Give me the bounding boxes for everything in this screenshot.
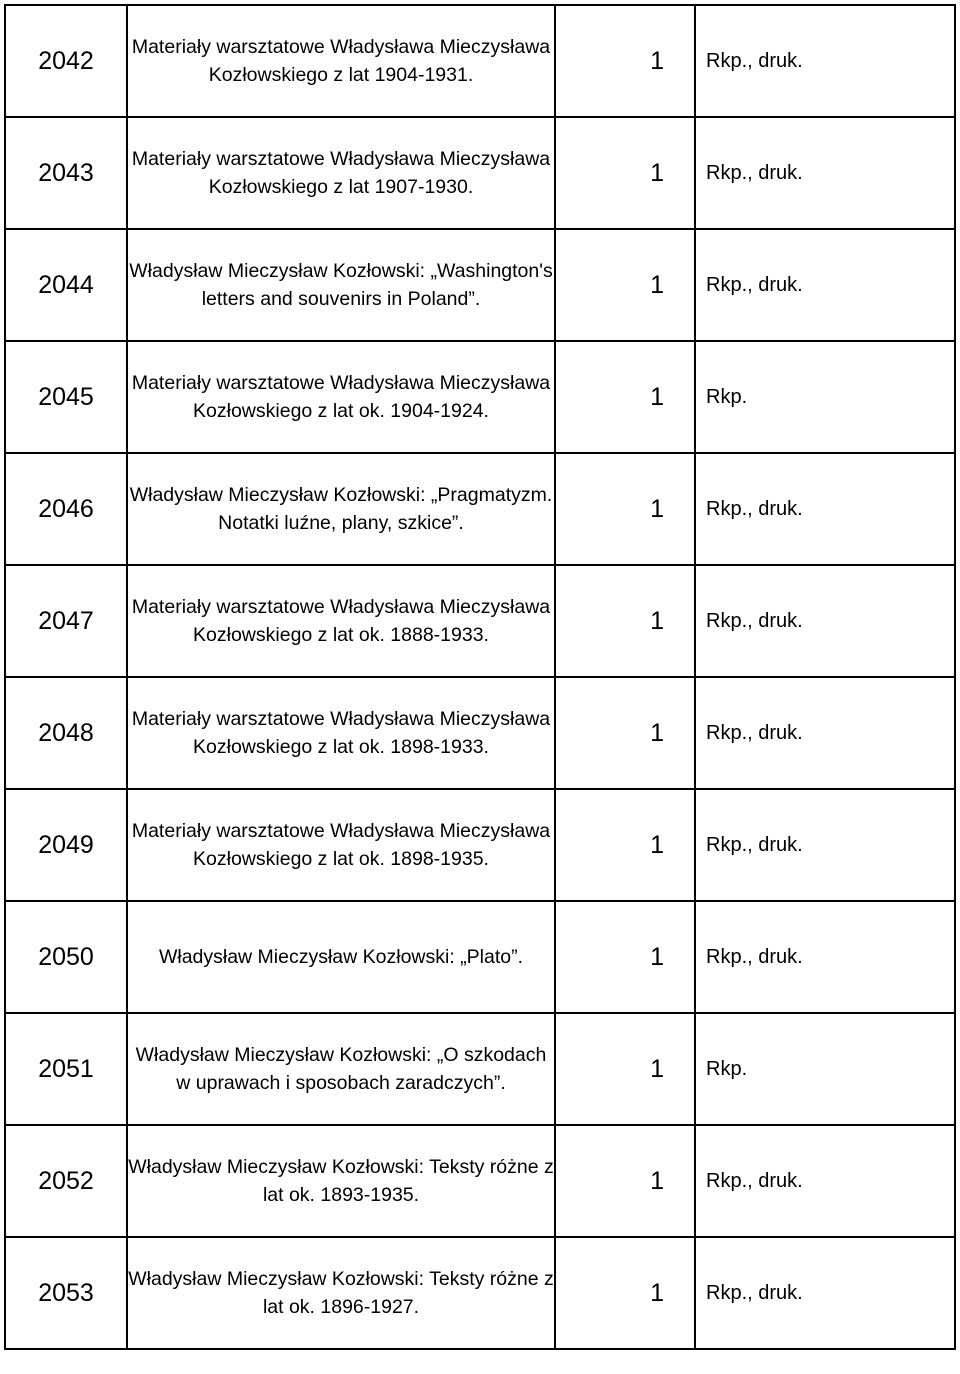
item-type-cell xyxy=(695,453,955,565)
item-type: Rkp. xyxy=(706,385,748,408)
item-type: Rkp., druk. xyxy=(706,1281,803,1304)
item-quantity-cell xyxy=(555,565,695,677)
item-quantity-cell xyxy=(555,453,695,565)
item-description: Władysław Mieczysław Kozłowski: „Pragmatyzm. Notatki luźne, plany, szkice”. xyxy=(129,484,553,534)
item-number-cell xyxy=(5,229,127,341)
item-description: Materiały warsztatowe Władysława Mieczysława Kozłowskiego z lat ok. 1898-1935. xyxy=(131,820,551,870)
item-number: 2051 xyxy=(38,1054,94,1083)
item-description-cell xyxy=(127,453,555,565)
item-type: Rkp., druk. xyxy=(706,273,803,296)
item-description-cell xyxy=(127,901,555,1013)
item-type-cell xyxy=(695,677,955,789)
item-number-cell xyxy=(5,453,127,565)
table-row xyxy=(5,117,955,229)
inventory-table-body xyxy=(5,5,955,1349)
item-number: 2045 xyxy=(38,382,94,411)
item-type: Rkp. xyxy=(706,1057,748,1080)
item-type-cell xyxy=(695,789,955,901)
item-quantity: 1 xyxy=(650,718,664,747)
item-description-cell xyxy=(127,789,555,901)
item-type-cell xyxy=(695,1013,955,1125)
table-row xyxy=(5,1013,955,1125)
item-quantity: 1 xyxy=(650,494,664,523)
table-row xyxy=(5,229,955,341)
item-type-cell xyxy=(695,117,955,229)
item-description: Materiały warsztatowe Władysława Mieczysława Kozłowskiego z lat 1907-1930. xyxy=(131,148,551,198)
item-number: 2042 xyxy=(38,46,94,75)
item-number-cell xyxy=(5,341,127,453)
table-row xyxy=(5,565,955,677)
item-number-cell xyxy=(5,1013,127,1125)
item-description-cell xyxy=(127,1013,555,1125)
item-number: 2047 xyxy=(38,606,94,635)
item-description: Władysław Mieczysław Kozłowski: „Washington's letters and souvenirs in Poland”. xyxy=(129,260,553,310)
item-type-cell xyxy=(695,5,955,117)
item-type: Rkp., druk. xyxy=(706,497,803,520)
item-description: Władysław Mieczysław Kozłowski: Teksty różne z lat ok. 1896-1927. xyxy=(128,1268,554,1318)
item-description-cell xyxy=(127,341,555,453)
item-quantity: 1 xyxy=(650,46,664,75)
item-quantity-cell xyxy=(555,229,695,341)
item-type: Rkp., druk. xyxy=(706,945,803,968)
item-quantity: 1 xyxy=(650,606,664,635)
item-number-cell xyxy=(5,1237,127,1349)
item-description-cell xyxy=(127,5,555,117)
item-number: 2046 xyxy=(38,494,94,523)
table-row xyxy=(5,677,955,789)
item-type-cell xyxy=(695,1237,955,1349)
item-number: 2053 xyxy=(38,1278,94,1307)
item-number: 2050 xyxy=(38,942,94,971)
table-row xyxy=(5,1237,955,1349)
item-description: Materiały warsztatowe Władysława Mieczysława Kozłowskiego z lat ok. 1888-1933. xyxy=(131,596,551,646)
item-description-cell xyxy=(127,1125,555,1237)
item-quantity-cell xyxy=(555,1125,695,1237)
item-description: Władysław Mieczysław Kozłowski: „Plato”. xyxy=(158,946,524,968)
item-type: Rkp., druk. xyxy=(706,161,803,184)
item-description: Materiały warsztatowe Władysława Mieczysława Kozłowskiego z lat 1904-1931. xyxy=(131,36,551,86)
table-row xyxy=(5,901,955,1013)
item-number-cell xyxy=(5,789,127,901)
inventory-table xyxy=(4,4,956,1350)
item-type-cell xyxy=(695,1125,955,1237)
item-type: Rkp., druk. xyxy=(706,721,803,744)
item-quantity: 1 xyxy=(650,1054,664,1083)
item-type-cell xyxy=(695,229,955,341)
item-quantity-cell xyxy=(555,677,695,789)
item-quantity: 1 xyxy=(650,158,664,187)
item-quantity-cell xyxy=(555,117,695,229)
table-row xyxy=(5,1125,955,1237)
item-quantity: 1 xyxy=(650,382,664,411)
item-quantity-cell xyxy=(555,5,695,117)
item-type-cell xyxy=(695,565,955,677)
item-quantity-cell xyxy=(555,789,695,901)
table-row xyxy=(5,5,955,117)
item-quantity-cell xyxy=(555,1237,695,1349)
item-number: 2048 xyxy=(38,718,94,747)
item-description-cell xyxy=(127,677,555,789)
item-type: Rkp., druk. xyxy=(706,833,803,856)
item-type: Rkp., druk. xyxy=(706,609,803,632)
item-number: 2049 xyxy=(38,830,94,859)
item-quantity-cell xyxy=(555,341,695,453)
table-row xyxy=(5,789,955,901)
item-description: Materiały warsztatowe Władysława Mieczysława Kozłowskiego z lat ok. 1904-1924. xyxy=(131,372,551,422)
item-description: Materiały warsztatowe Władysława Mieczysława Kozłowskiego z lat ok. 1898-1933. xyxy=(131,708,551,758)
item-number-cell xyxy=(5,117,127,229)
item-quantity: 1 xyxy=(650,270,664,299)
table-row xyxy=(5,341,955,453)
item-number-cell xyxy=(5,5,127,117)
item-quantity: 1 xyxy=(650,1278,664,1307)
item-quantity: 1 xyxy=(650,942,664,971)
item-number-cell xyxy=(5,1125,127,1237)
item-quantity: 1 xyxy=(650,830,664,859)
item-description-cell xyxy=(127,229,555,341)
item-number-cell xyxy=(5,677,127,789)
item-number: 2044 xyxy=(38,270,94,299)
item-number-cell xyxy=(5,901,127,1013)
item-description-cell xyxy=(127,117,555,229)
item-number: 2052 xyxy=(38,1166,94,1195)
item-type-cell xyxy=(695,341,955,453)
item-type-cell xyxy=(695,901,955,1013)
item-quantity-cell xyxy=(555,901,695,1013)
item-description: Władysław Mieczysław Kozłowski: Teksty różne z lat ok. 1893-1935. xyxy=(128,1156,554,1206)
item-quantity: 1 xyxy=(650,1166,664,1195)
table-row xyxy=(5,453,955,565)
item-description-cell xyxy=(127,565,555,677)
item-number-cell xyxy=(5,565,127,677)
item-description-cell xyxy=(127,1237,555,1349)
item-description: Władysław Mieczysław Kozłowski: „O szkodach w uprawach i sposobach zaradczych”. xyxy=(135,1044,547,1094)
item-number: 2043 xyxy=(38,158,94,187)
item-quantity-cell xyxy=(555,1013,695,1125)
item-type: Rkp., druk. xyxy=(706,1169,803,1192)
item-type: Rkp., druk. xyxy=(706,49,803,72)
